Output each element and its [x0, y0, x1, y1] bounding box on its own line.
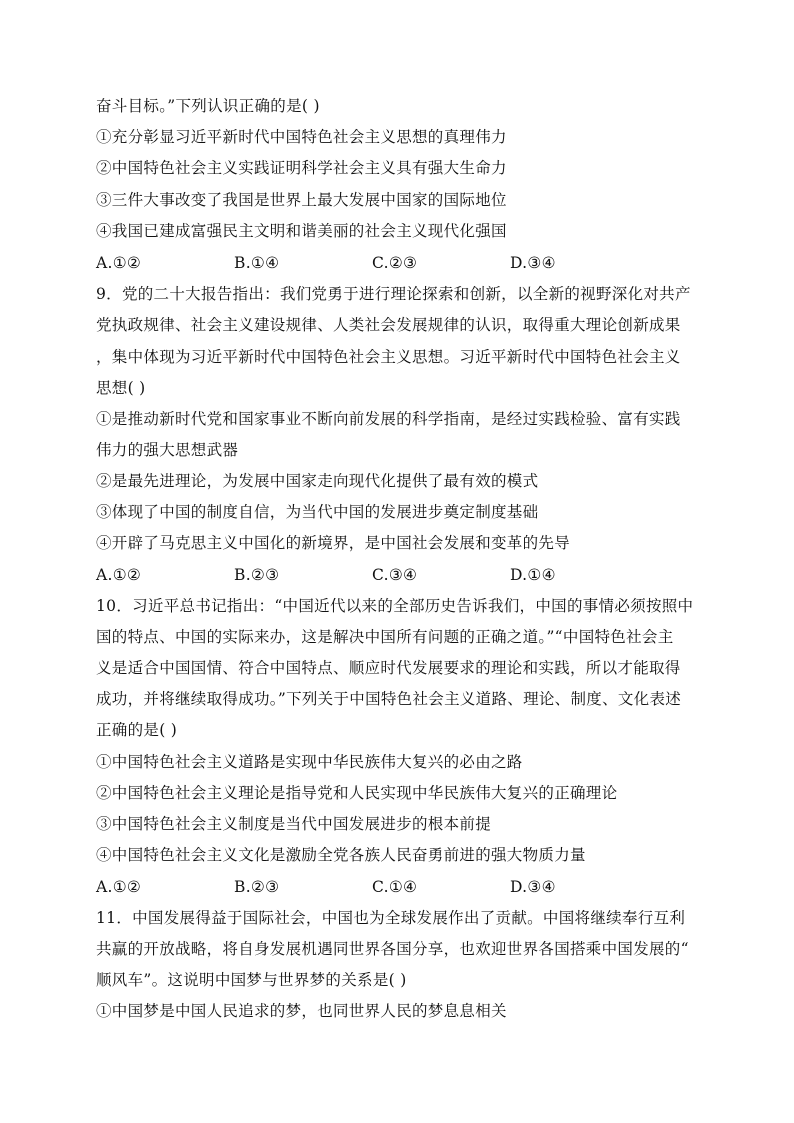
q11-stem-line-2: 共赢的开放战略，将自身发展机遇同世界各国分享，也欢迎世界各国搭乘中国发展的“ [96, 940, 689, 958]
q8-item-1: ①充分彰显习近平新时代中国特色社会主义思想的真理伟力 [96, 128, 507, 146]
q10-option-c: C.①④ [372, 878, 418, 896]
q8-options [96, 253, 706, 273]
q10-item-1: ①中国特色社会主义道路是实现中华民族伟大复兴的必由之路 [96, 753, 523, 771]
q10-item-3: ③中国特色社会主义制度是当代中国发展进步的根本前提 [96, 815, 492, 833]
q9-stem-line-4: 思想( ) [96, 379, 146, 397]
q10-stem-line-1: 10．习近平总书记指出：“中国近代以来的全部历史告诉我们，中国的事情必须按照中 [96, 597, 694, 615]
q10-options [96, 877, 706, 897]
q10-stem-line-4: 成功，并将继续取得成功。”下列关于中国特色社会主义道路、理论、制度、文化表述 [96, 690, 682, 708]
q9-option-c: C.③④ [372, 566, 418, 584]
q9-item-2: ②是最先进理论，为发展中国家走向现代化提供了最有效的模式 [96, 472, 539, 490]
q9-item-4: ④开辟了马克思主义中国化的新境界，是中国社会发展和变革的先导 [96, 534, 571, 552]
q8-item-3: ③三件大事改变了我国是世界上最大发展中国家的国际地位 [96, 191, 507, 209]
q9-option-d: D.①④ [510, 566, 556, 584]
q9-item-3: ③体现了中国的制度自信，为当代中国的发展进步奠定制度基础 [96, 503, 539, 521]
q9-stem-line-3: ，集中体现为习近平新时代中国特色社会主义思想。习近平新时代中国特色社会主义 [96, 348, 681, 366]
q9-stem-line-2: 党执政规律、社会主义建设规律、人类社会发展规律的认识，取得重大理论创新成果 [96, 316, 681, 334]
q8-option-b: B.①④ [234, 254, 280, 272]
q9-options [96, 565, 706, 585]
q10-option-a: A.①② [96, 878, 142, 896]
q11-item-1: ①中国梦是中国人民追求的梦，也同世界人民的梦息息相关 [96, 1002, 507, 1020]
q10-stem-line-3: 义是适合中国国情、符合中国特点、顺应时代发展要求的理论和实践，所以才能取得 [96, 659, 681, 677]
q10-option-b: B.②③ [234, 878, 280, 896]
q10-stem-line-5: 正确的是( ) [96, 721, 178, 739]
q9-option-b: B.②③ [234, 566, 280, 584]
q8-item-4: ④我国已建成富强民主文明和谐美丽的社会主义现代化强国 [96, 222, 507, 240]
q8-option-a: A.①② [96, 254, 142, 272]
q9-item-1: ①是推动新时代党和国家事业不断向前发展的科学指南，是经过实践检验、富有实践 [96, 410, 681, 428]
q8-stem-tail: 奋斗目标。”下列认识正确的是( ) [96, 97, 320, 115]
q10-option-d: D.③④ [510, 878, 556, 896]
q10-item-2: ②中国特色社会主义理论是指导党和人民实现中华民族伟大复兴的正确理论 [96, 784, 618, 802]
q8-item-2: ②中国特色社会主义实践证明科学社会主义具有强大生命力 [96, 159, 507, 177]
q11-stem-line-1: 11．中国发展得益于国际社会，中国也为全球发展作出了贡献。中国将继续奉行互利 [96, 909, 686, 927]
q8-option-d: D.③④ [510, 254, 556, 272]
q9-item-1-cont: 伟力的强大思想武器 [96, 441, 239, 459]
q10-item-4: ④中国特色社会主义文化是激励全党各族人民奋勇前进的强大物质力量 [96, 846, 586, 864]
q9-option-a: A.①② [96, 566, 142, 584]
q10-stem-line-2: 国的特点、中国的实际来办，这是解决中国所有问题的正确之道。”“中国特色社会主 [96, 628, 674, 646]
q8-option-c: C.②③ [372, 254, 418, 272]
q9-stem-line-1: 9．党的二十大报告指出：我们党勇于进行理论探索和创新，以全新的视野深化对共产 [96, 285, 691, 303]
q11-stem-line-3: 顺风车”。这说明中国梦与世界梦的关系是( ) [96, 971, 407, 989]
